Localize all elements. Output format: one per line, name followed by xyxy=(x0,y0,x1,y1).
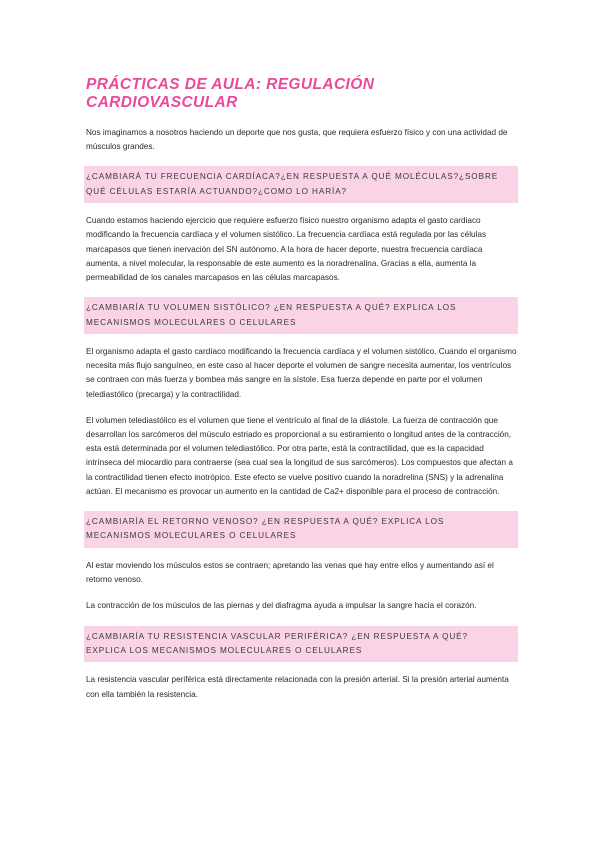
answer-paragraph: La contracción de los músculos de las piernas y del diafragma ayuda a impulsar la sangre hacia el corazón. xyxy=(86,601,477,611)
page-title: PRÁCTICAS DE AULA: REGULACIÓN CARDIOVASCULAR xyxy=(86,76,375,111)
answer-paragraph: El organismo adapta el gasto cardíaco modificando la frecuencia cardíaca y el volumen sistólico. Cuando el organismo necesita más flujo sanguíneo, en este caso al hacer deporte el volumen de sangre necesita aumentar, los ventrículos se contraen con más fuerza y bombea más sangre en la sístole. Esa fuerza depende en parte por el volumen telediastólico (precarga) y la contractilidad. xyxy=(86,347,517,399)
answer-paragraph: Al estar moviendo los músculos estos se contraen; apretando las venas que hay entre ellos y aumentando así el retorno venoso. xyxy=(86,560,494,585)
question-heading: ¿CAMBIARÍA EL RETORNO VENOSO? ¿EN RESPUESTA A QUÉ? EXPLICA LOS MECANISMOS MOLECULARES O CELULARES xyxy=(84,511,518,548)
answer-paragraph: La resistencia vascular periférica está directamente relacionada con la presión arterial. Si la presión arterial aumenta con ella también la resistencia. xyxy=(86,675,509,699)
question-heading: ¿CAMBIARÍA TU RESISTENCIA VASCULAR PERIFÉRICA? ¿EN RESPUESTA A QUÉ? EXPLICA LOS MECANISMOS MOLECULARES O CELULARES xyxy=(84,626,518,663)
document-page xyxy=(86,76,518,714)
intro-paragraph: Nos imaginamos a nosotros haciendo un deporte que nos gusta, que requiera esfuerzo físico y con una actividad de músculos grandes. xyxy=(86,128,508,152)
question-heading: ¿CAMBIARÍA TU VOLUMEN SISTÓLICO? ¿EN RESPUESTA A QUÉ? EXPLICA LOS MECANISMOS MOLECULARES O CELULARES xyxy=(84,297,518,334)
answer-paragraph: Cuando estamos haciendo ejercicio que requiere esfuerzo físico nuestro organismo adapta el gasto cardiaco modificando la frecuencia cardíaca y el volumen sistólico. La frecuencia cardíaca está regulada por las células marcapasos que tienen inervación del SN autónomo. A la hora de hacer deporte, nuestra frecuencia cardíaca aumenta, a nivel molecular, la responsable de este aumento es la noradrenalina. Gracias a ella, aumenta la permeabilidad de los canales marcapasos en las células marcapasos. xyxy=(86,216,487,283)
answer-paragraph: El volumen telediastólico es el volumen que tiene el ventrículo al final de la diástole. La fuerza de contracción que desarrollan los sarcómeros del músculo estriado es proporcional a su estiramiento o longitud antes de la contracción, esta está determinada por el volumen telediastólico. Por otra parte, está la contractilidad, que es la capacidad intrínseca del miocardio para contraerse (sea cual sea la longitud de sus sarcómeros). Los compuestos que afectan a la contractilidad tienen efecto inotrópico. Este efecto se vuelve positivo cuando la noradrelina (SNS) y la adrenalina actúan. El mecanismo es provocar un aumento en la cantidad de Ca2+ disponible para el proceso de contracción. xyxy=(86,415,513,496)
question-heading: ¿CAMBIARÁ TU FRECUENCIA CARDÍACA?¿EN RESPUESTA A QUÉ MOLÉCULAS?¿SOBRE QUÉ CÉLULAS ESTARÍA ACTUANDO?¿COMO LO HARÍA? xyxy=(84,166,518,203)
